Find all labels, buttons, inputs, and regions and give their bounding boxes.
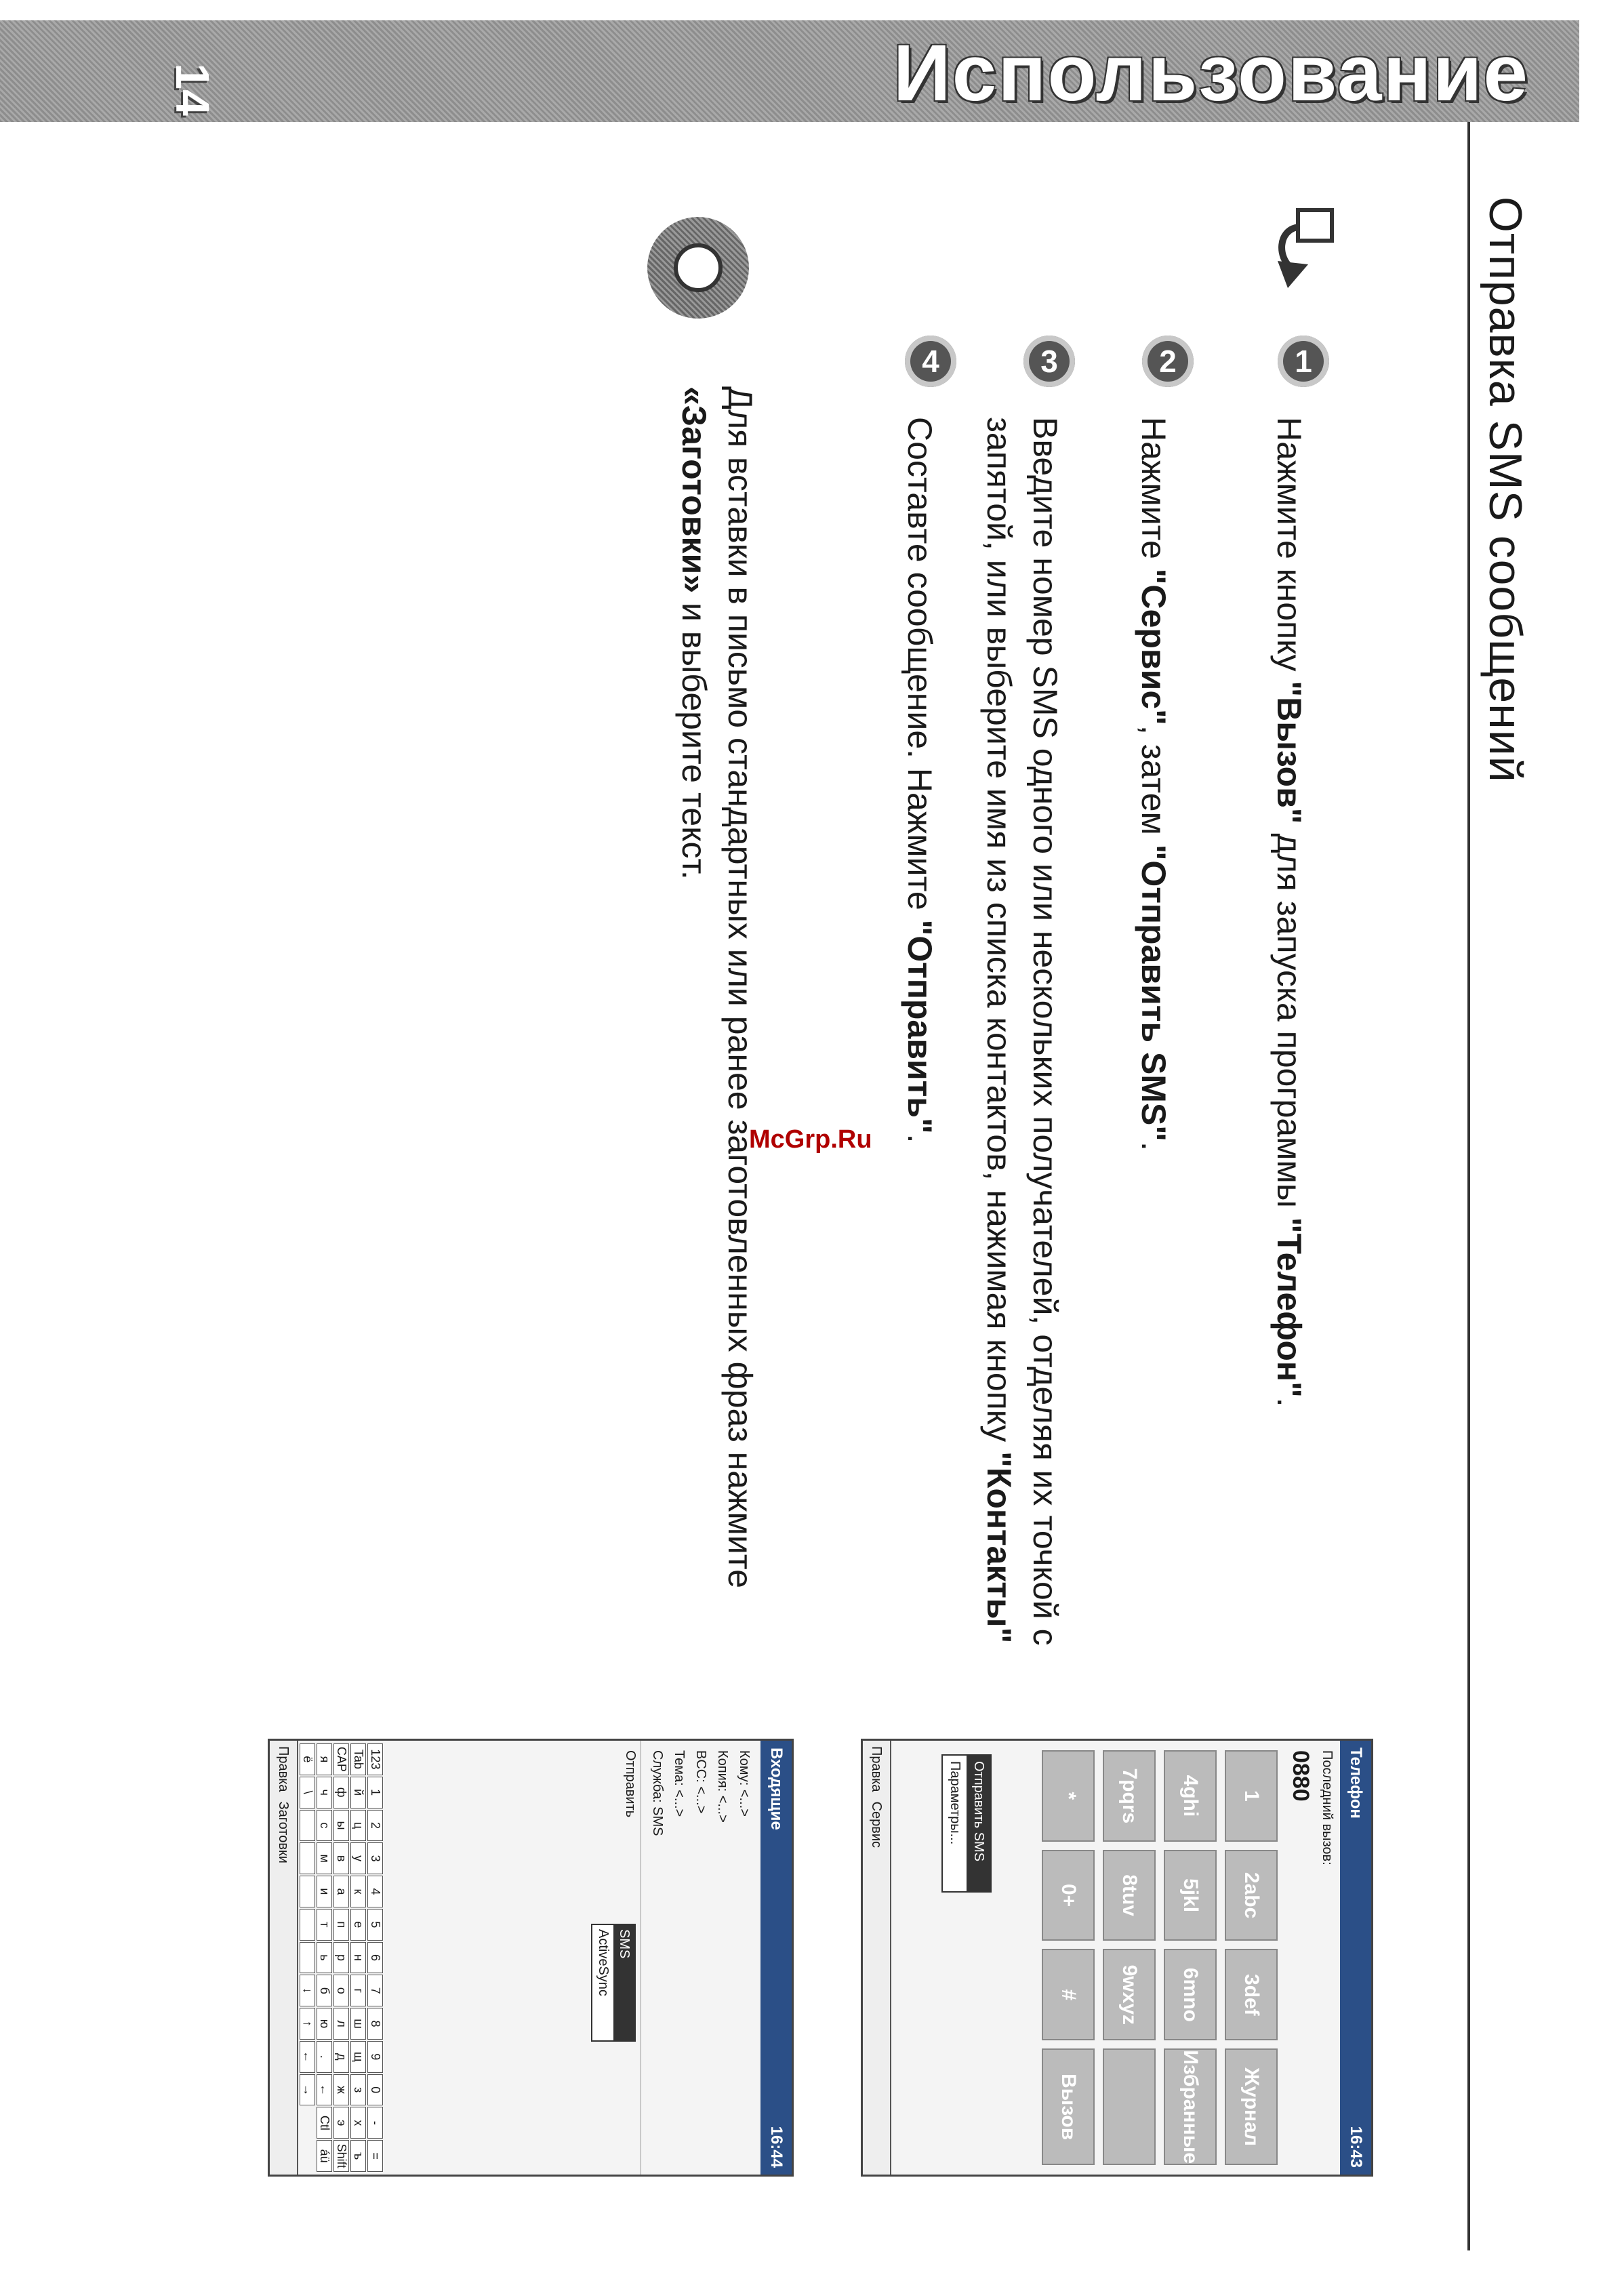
keyboard-key[interactable]: х: [350, 2107, 366, 2139]
keyboard-key[interactable]: ц: [350, 1810, 366, 1842]
keyboard-key[interactable]: ч: [317, 1777, 332, 1809]
dial-key[interactable]: [1103, 2048, 1156, 2165]
dial-key[interactable]: 1: [1225, 1750, 1278, 1842]
soft-keyboard: [297, 1741, 386, 2175]
page-number: 14: [165, 63, 219, 116]
edit-menu[interactable]: Правка: [276, 1746, 291, 1792]
keyboard-key[interactable]: к: [350, 1876, 366, 1907]
dial-key[interactable]: 5jkl: [1164, 1850, 1217, 1941]
keyboard-key[interactable]: 6: [367, 1942, 383, 1974]
keyboard-key[interactable]: р: [333, 1942, 349, 1974]
keyboard-key[interactable]: [300, 1842, 315, 1874]
step-1-text: Нажмите кнопку "Вызов" для запуска программы "Телефон".: [1270, 417, 1308, 1407]
step-4-text: Составте сообщение. Нажмите "Отправить".: [901, 417, 939, 1144]
keyboard-key[interactable]: ш: [350, 2008, 366, 2040]
service-option-activesync[interactable]: ActiveSync: [596, 1929, 611, 1996]
send-sms-menu-item[interactable]: Отправить SMS: [967, 1756, 990, 1891]
dial-key[interactable]: 6mno: [1164, 1949, 1217, 2040]
keyboard-key[interactable]: ы: [333, 1810, 349, 1842]
call-button[interactable]: Вызов: [1042, 2048, 1095, 2165]
keyboard-key[interactable]: з: [350, 2074, 366, 2106]
bcc-field[interactable]: BCC: <...>: [693, 1750, 708, 1814]
keyboard-key[interactable]: [300, 1810, 315, 1842]
sms-app-title: Входящие: [767, 1747, 786, 1830]
keyboard-key[interactable]: э: [333, 2107, 349, 2139]
keyboard-key[interactable]: \: [300, 1777, 315, 1809]
sms-title-bar: [760, 1741, 792, 2175]
step-2-text: Нажмите "Сервис", затем "Отправить SMS".: [1135, 417, 1173, 1151]
lightbulb-icon: [647, 217, 749, 319]
keyboard-key[interactable]: 8: [367, 2008, 383, 2040]
keyboard-key[interactable]: ↓: [300, 1975, 315, 2006]
step-number-1: 1: [1278, 336, 1329, 387]
phone-screen-content: [863, 1741, 1371, 2175]
keyboard-key[interactable]: ж: [333, 2074, 349, 2106]
step-number-4: 4: [905, 336, 956, 387]
tip-text: Для вставки в письмо стандартных или ранее заготовленных фраз нажмите «Заготовки» и выберите текст.: [675, 386, 759, 1588]
keyboard-key[interactable]: б: [317, 1975, 332, 2006]
keyboard-key[interactable]: [300, 1876, 315, 1907]
keyboard-key[interactable]: 7: [367, 1975, 383, 2006]
dial-key[interactable]: 2abc: [1225, 1850, 1278, 1941]
subject-field[interactable]: Тема: <...>: [672, 1750, 687, 1817]
keyboard-key[interactable]: с: [317, 1810, 332, 1842]
dial-pad: [1032, 1741, 1287, 2175]
phone-title-bar: [1340, 1741, 1371, 2175]
keyboard-key[interactable]: ф: [333, 1777, 349, 1809]
service-dropdown: [591, 1924, 636, 2042]
dial-key[interactable]: 8tuv: [1103, 1850, 1156, 1941]
keyboard-key[interactable]: Ctl: [317, 2107, 332, 2139]
sms-menu-bar: [270, 1741, 298, 2177]
service-field[interactable]: Служба: SMS: [650, 1750, 665, 1836]
watermark: McGrp.Ru: [749, 1125, 872, 1154]
dial-key[interactable]: 4ghi: [1164, 1750, 1217, 1842]
keyboard-key[interactable]: щ: [350, 2041, 366, 2073]
dial-key[interactable]: 0+: [1042, 1850, 1095, 1941]
keyboard-key[interactable]: ↑: [300, 2008, 315, 2040]
keyboard-key[interactable]: 2: [367, 1810, 383, 1842]
keyboard-key[interactable]: л: [333, 2008, 349, 2040]
edit-menu[interactable]: Правка: [869, 1746, 885, 1792]
keyboard-key[interactable]: Tab: [350, 1743, 366, 1775]
keyboard-key[interactable]: п: [333, 1909, 349, 1941]
dial-key[interactable]: *: [1042, 1750, 1095, 1842]
send-label: Отправить: [620, 1741, 641, 2175]
dial-key[interactable]: 9wxyz: [1103, 1949, 1156, 2040]
sms-fields: [641, 1741, 760, 2175]
keyboard-key[interactable]: ё: [300, 1743, 315, 1775]
phone-menu-bar: [863, 1741, 891, 2177]
keyboard-key[interactable]: я: [317, 1743, 332, 1775]
templates-menu[interactable]: Заготовки: [276, 1801, 291, 1863]
keyboard-key[interactable]: 5: [367, 1909, 383, 1941]
step-3-text: Введите номер SMS одного или нескольких получателей, отделяя их точкой с запятой, или выберите имя из списка контактов, нажимая кнопку "Контакты": [980, 417, 1064, 1646]
phone-app-title: Телефон: [1347, 1747, 1365, 1819]
last-call-label: Последний вызов:: [1320, 1750, 1335, 1865]
phone-clock: 16:43: [1347, 2126, 1365, 2168]
tools-popup-menu: [941, 1754, 992, 1893]
divider: [1467, 122, 1470, 2250]
step-number-3: 3: [1023, 336, 1075, 387]
keyboard-key[interactable]: о: [333, 1975, 349, 2006]
keyboard-key[interactable]: CAP: [333, 1743, 349, 1775]
keyboard-key[interactable]: ю: [317, 2008, 332, 2040]
keyboard-key[interactable]: и: [317, 1876, 332, 1907]
return-arrow-icon: [1271, 203, 1345, 291]
keyboard-key[interactable]: Shift: [333, 2140, 349, 2172]
keyboard-key[interactable]: 1: [367, 1777, 383, 1809]
sms-compose-screenshot: [268, 1739, 794, 2177]
cc-field[interactable]: Копия: <...>: [715, 1750, 730, 1823]
keyboard-key[interactable]: 9: [367, 2041, 383, 2073]
keyboard-key[interactable]: 4: [367, 1876, 383, 1907]
dial-key[interactable]: 3def: [1225, 1949, 1278, 2040]
keyboard-key[interactable]: 123: [367, 1743, 383, 1775]
keyboard-key[interactable]: [300, 1942, 315, 1974]
keyboard-key[interactable]: в: [333, 1842, 349, 1874]
keyboard-key[interactable]: .: [317, 2041, 332, 2073]
keyboard-key[interactable]: ←: [300, 2041, 315, 2073]
keyboard-key[interactable]: у: [350, 1842, 366, 1874]
keyboard-key[interactable]: а: [333, 1876, 349, 1907]
keyboard-key[interactable]: =: [367, 2140, 383, 2172]
keyboard-key[interactable]: áü: [317, 2140, 332, 2172]
dial-key[interactable]: #: [1042, 1949, 1095, 2040]
phone-screenshot: [861, 1739, 1373, 2177]
keyboard-key[interactable]: ь: [317, 1942, 332, 1974]
keyboard-key[interactable]: ъ: [350, 2140, 366, 2172]
keyboard-key[interactable]: 3: [367, 1842, 383, 1874]
to-field[interactable]: Кому: <...>: [737, 1750, 752, 1817]
sms-clock: 16:44: [767, 2126, 786, 2168]
options-menu-item[interactable]: Параметры...: [948, 1761, 962, 1845]
call-log-button[interactable]: Журнал: [1225, 2048, 1278, 2165]
keyboard-key[interactable]: е: [350, 1909, 366, 1941]
page-title: Использование: [893, 28, 1529, 118]
dial-key[interactable]: 7pqrs: [1103, 1750, 1156, 1842]
keyboard-key[interactable]: д: [333, 2041, 349, 2073]
keyboard-key[interactable]: [300, 1909, 315, 1941]
keyboard-key[interactable]: й: [350, 1777, 366, 1809]
section-title: Отправка SMS сообщений: [1480, 197, 1531, 783]
service-option-sms[interactable]: SMS: [613, 1925, 634, 2040]
keyboard-key[interactable]: н: [350, 1942, 366, 1974]
step-number-2: 2: [1142, 336, 1194, 387]
last-call-value: 0880: [1288, 1750, 1314, 1802]
keyboard-key[interactable]: 0: [367, 2074, 383, 2106]
keyboard-key[interactable]: ←: [317, 2074, 332, 2106]
sms-screen-content: [270, 1741, 792, 2175]
keyboard-key[interactable]: -: [367, 2107, 383, 2139]
keyboard-key[interactable]: →: [300, 2074, 315, 2106]
keyboard-key[interactable]: м: [317, 1842, 332, 1874]
keyboard-key[interactable]: г: [350, 1975, 366, 2006]
favorites-button[interactable]: Избранные: [1164, 2048, 1217, 2165]
tools-menu[interactable]: Сервис: [869, 1801, 885, 1848]
keyboard-key[interactable]: т: [317, 1909, 332, 1941]
